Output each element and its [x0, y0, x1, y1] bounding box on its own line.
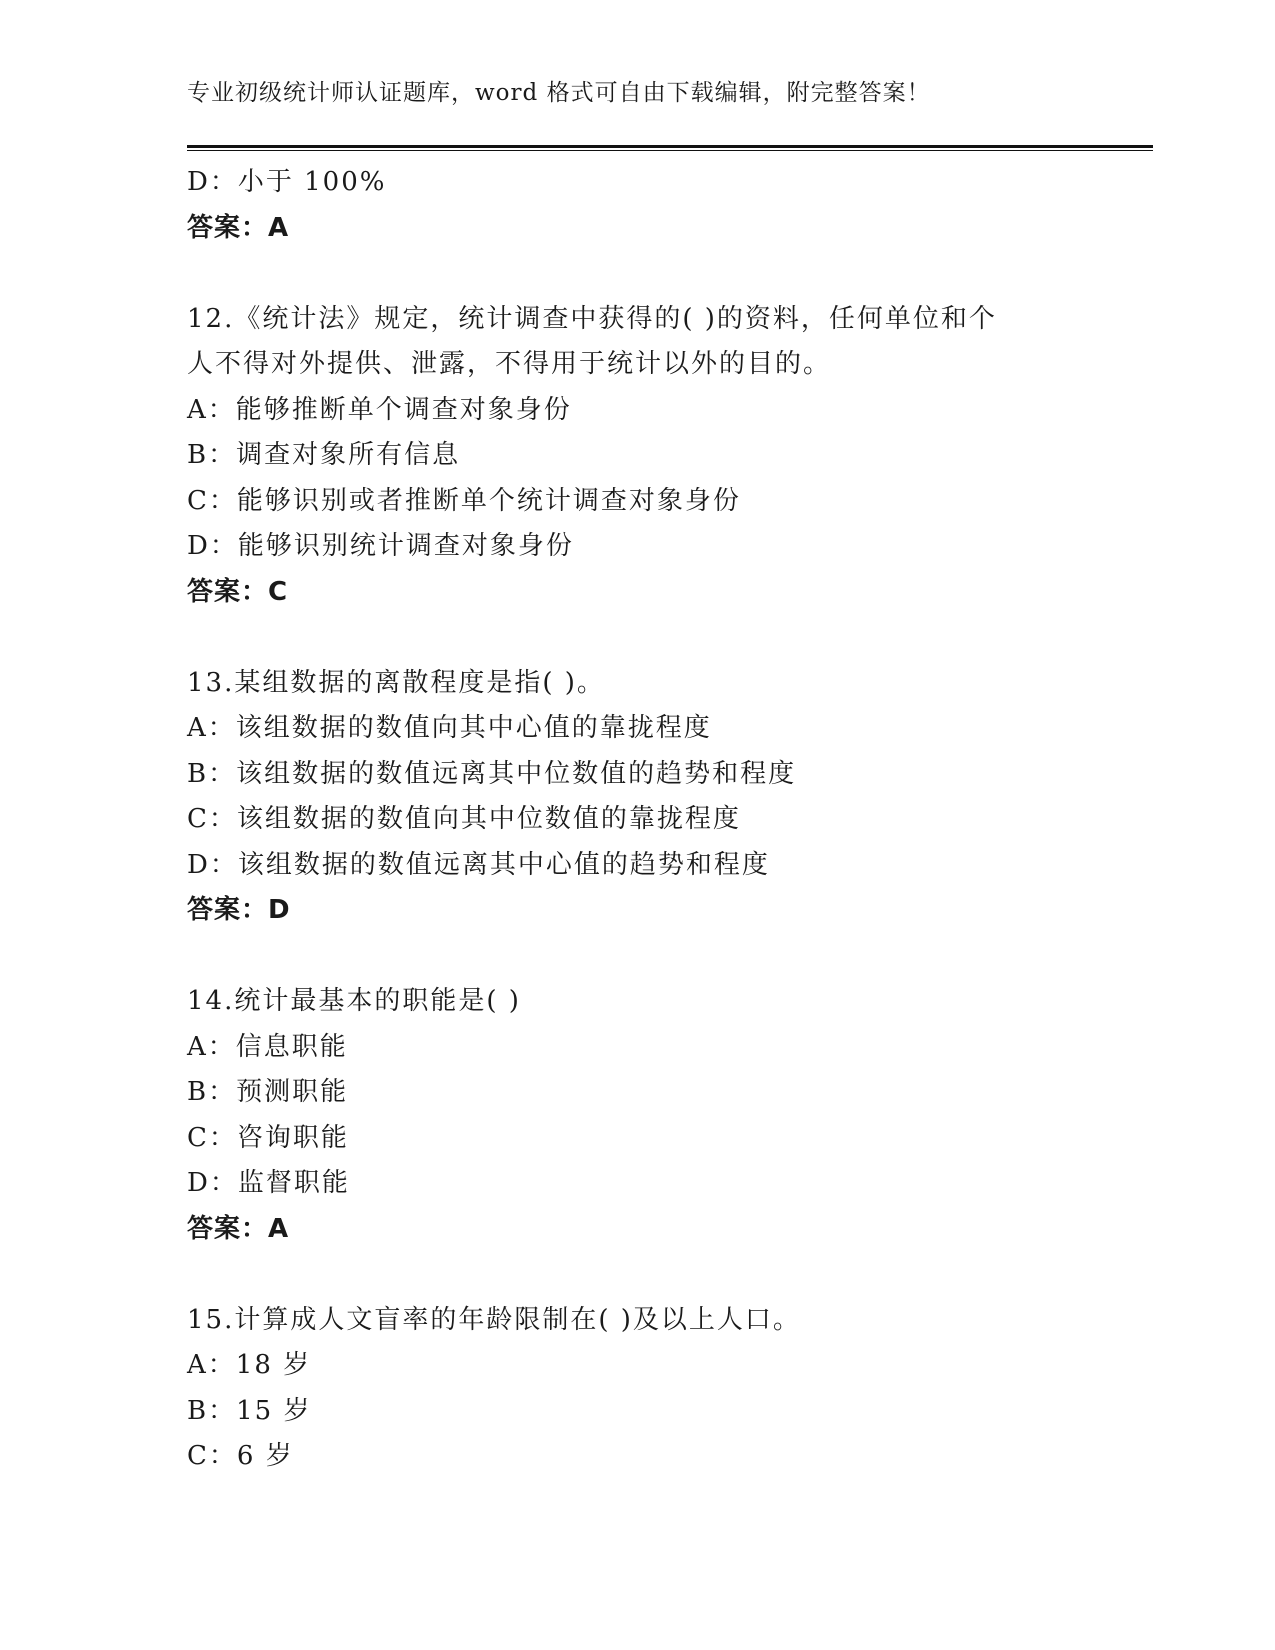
spacer	[187, 615, 1087, 661]
option-d: D：小于 100%	[187, 167, 387, 197]
question-15	[187, 1298, 1087, 1480]
option-d: D：能够识别统计调查对象身份	[187, 531, 574, 561]
spacer	[187, 934, 1087, 980]
question-stem: 15.计算成人文盲率的年龄限制在( )及以上人口。	[187, 1304, 801, 1335]
answer-line: 答案：A	[187, 212, 290, 243]
page-header: 专业初级统计师认证题库，word 格式可自由下载编辑，附完整答案！	[187, 80, 931, 106]
option-b: B：调查对象所有信息	[187, 440, 461, 470]
header-rule-thick	[187, 145, 1153, 148]
spacer	[187, 251, 1087, 297]
option-a: A：该组数据的数值向其中心值的靠拢程度	[187, 713, 712, 743]
option-a: A：信息职能	[187, 1031, 348, 1062]
question-stem: 14.统计最基本的职能是( )	[187, 986, 521, 1016]
document-body	[187, 160, 1087, 1480]
question-stem-continued: 人不得对外提供、泄露，不得用于统计以外的目的。	[187, 349, 832, 379]
option-c: C：能够识别或者推断单个统计调查对象身份	[187, 485, 741, 516]
option-b: B：该组数据的数值远离其中位数值的趋势和程度	[187, 758, 797, 789]
answer-line: 答案：C	[187, 576, 289, 607]
question-13	[187, 661, 1087, 934]
question-12	[187, 297, 1087, 616]
question-stem: 12.《统计法》规定，统计调查中获得的( )的资料，任何单位和个	[187, 303, 997, 334]
option-c: C：咨询职能	[187, 1122, 349, 1153]
spacer	[187, 1252, 1087, 1298]
question-stem: 13.某组数据的离散程度是指( )。	[187, 667, 605, 698]
option-d: D：监督职能	[187, 1168, 350, 1198]
question-14	[187, 979, 1087, 1252]
option-d: D：该组数据的数值远离其中心值的趋势和程度	[187, 849, 770, 880]
answer-line: 答案：D	[187, 895, 291, 925]
answer-line: 答案：A	[187, 1213, 290, 1244]
option-b: B：预测职能	[187, 1077, 349, 1107]
header-rule-thin	[187, 150, 1153, 151]
option-c: C：6 岁	[187, 1441, 294, 1471]
option-a: A：18 岁	[187, 1350, 312, 1380]
option-a: A：能够推断单个调查对象身份	[187, 394, 572, 425]
option-b: B：15 岁	[187, 1395, 312, 1426]
option-c: C：该组数据的数值向其中位数值的靠拢程度	[187, 804, 741, 834]
